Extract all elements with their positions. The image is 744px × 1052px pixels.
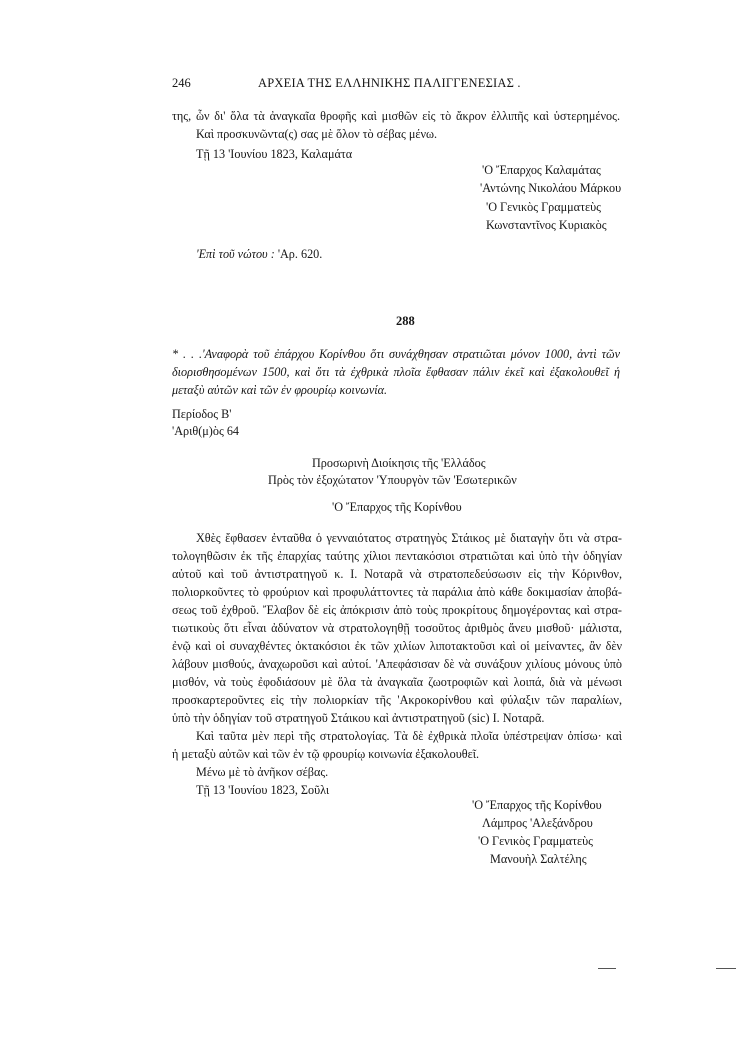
prev-signature-line: 'Αντώνης Νικολάου Μάρκου [480,181,622,195]
period-label: Περίοδος Β' [172,407,232,421]
verso-value: 'Αρ. 620. [277,247,323,261]
document-number: 288 [396,314,415,328]
body-line: τιωτικοὺς ὅτι εἶναι ἀδύνατον νὰ στρατολογηθῇ τοσοῦτος ἀριθμὸς ἄνευ μισθοῦ· μάλιστα, [172,621,622,635]
verso-note [196,246,322,262]
signature-line: Λάμπρος 'Αλεξάνδρου [482,816,593,830]
addressee-line: Πρὸς τὸν ἐξοχώτατον 'Υπουργὸν τῶν 'Εσωτερικῶν [268,473,517,487]
prev-signature-line: Κωνσταντῖνος Κυριακὸς [486,218,607,232]
prev-signature-line: 'Ο Ἔπαρχος Καλαμάτας [482,163,601,177]
addressee-line: Προσωρινὴ Διοίκησις τῆς 'Ελλάδος [312,456,486,470]
prev-text-line: της, ὧν δι' ὅλα τὰ ἀναγκαῖα θροφῆς καὶ μισθῶν εἰς τὸ ἄκρον ἐλλιπῆς καὶ ὑστερημένος. [172,109,620,123]
body-line: Χθὲς ἔφθασεν ἐνταῦθα ὁ γενναιότατος στρατηγὸς Στάικος μὲ διαταγὴν ὅτι νὰ στρα- [196,531,622,545]
summary-line: μεταξὺ αὐτῶν καὶ τῶν ἐν φρουρίῳ κοινωνία. [172,383,388,397]
body-line: σεως τοῦ ἐχθροῦ. Ἔλαβον δὲ εἰς ἀπόκρισιν ἀπὸ τοὺς προκρίτους δημογέροντας καὶ στρα- [172,603,622,617]
salutation: Μένω μὲ τὸ ἀνῆκον σέβας. [196,765,329,779]
signature-line: 'Ο Γενικὸς Γραμματεὺς [478,834,593,848]
running-title: ΑΡΧΕΙΑ ΤΗΣ ΕΛΛΗΝΙΚΗΣ ΠΑΛΙΓΓΕΝΕΣΙΑΣ . [258,76,521,90]
summary-line: * . . .'Αναφορὰ τοῦ ἐπάρχου Κορίνθου ὅτι συνάχθησαν στρατιῶται μόνον 1000, ἀντὶ τῶν [172,347,620,361]
body-line: ὑπὸ τὴν ὁδηγίαν τοῦ στρατηγοῦ Στάικου καὶ ἀντιστρατηγοῦ (sic) Ι. Νοταρᾶ. [172,711,545,725]
date-place: Τῇ 13 'Ιουνίου 1823, Σοῦλι [196,783,330,797]
closing-line: ἡ μεταξὺ αὐτῶν καὶ τῶν ἐν τῷ φρουρίῳ κοινωνία ἐξακολουθεῖ. [172,747,480,761]
signature-line: Μανουὴλ Σαλτέλης [490,852,587,866]
prev-signature-line: 'Ο Γενικὸς Γραμματεὺς [486,200,601,214]
body-line: προσκαρτεροῦντες εἰς τὴν πολιορκίαν τῆς 'Ακροκορίνθου καὶ φύλαξιν τῶν παραλίων, [172,693,622,707]
prev-date-place: Τῇ 13 'Ιουνίου 1823, Καλαμάτα [196,147,353,161]
body-line: λάβουν μισθούς, ἀναχωροῦσι καὶ αὐτοί. 'Απεφάσισαν δὲ νὰ συνάξουν χιλίους μόνους ὑπὸ [172,657,622,671]
body-line: πολιορκοῦντες τὸ φρούριον καὶ προφυλάττοντες τὰ παράλια ἀπὸ κάθε δοκιμασίαν ἀποβά- [172,585,622,599]
prev-text-line: Καὶ προσκυνῶντα(ς) σας μὲ ὅλον τὸ σέβας μένω. [196,127,438,141]
body-line: μισθόν, νὰ τοὺς ἐφοδιάσουν μὲ ὅλα τὰ ἀναγκαῖα ζωοτροφιῶν καὶ λοιπά, διὰ νὰ μένωσι [172,675,622,689]
scan-mark [598,968,616,969]
verso-label: 'Επὶ τοῦ νώτου : [196,247,275,261]
sender-line: 'Ο Ἔπαρχος τῆς Κορίνθου [332,500,462,514]
closing-line: Καὶ ταῦτα μὲν περὶ τῆς στρατολογίας. Τὰ δὲ ἐχθρικὰ πλοῖα ὑπέστρεψαν ὀπίσω· καὶ [196,729,622,743]
summary-line: διορισθησομένων 1500, καὶ ὅτι τὰ ἐχθρικὰ πλοῖα ἔφθασαν πάλιν ἐκεῖ καὶ ἐξακολουθεῖ ἡ [172,365,620,379]
body-line: τολογηθῶσιν ἐκ τῆς ἐπαρχίας ταύτης χίλιοι πεντακόσιοι στρατιῶται καὶ ὑπὸ τὴν ὁδηγίαν [172,549,622,563]
page-number: 246 [172,76,191,90]
signature-line: 'Ο Ἔπαρχος τῆς Κορίνθου [472,798,602,812]
scan-mark [716,968,736,969]
body-line: αὐτοῦ καὶ τοῦ ἀντιστρατηγοῦ κ. Ι. Νοταρᾶ νὰ στρατοπεδεύσωσιν εἰς τὴν Κόρινθον, [172,567,622,581]
arith-label: 'Αριθ(μ)ὸς 64 [172,424,240,438]
body-line: ἐνῷ καὶ οἱ συναχθέντες ὀκτακόσιοι ἐκ τῶν χιλίων λιποτακτοῦσι καὶ οἱ μείναντες, ἂν δὲν [172,639,622,653]
